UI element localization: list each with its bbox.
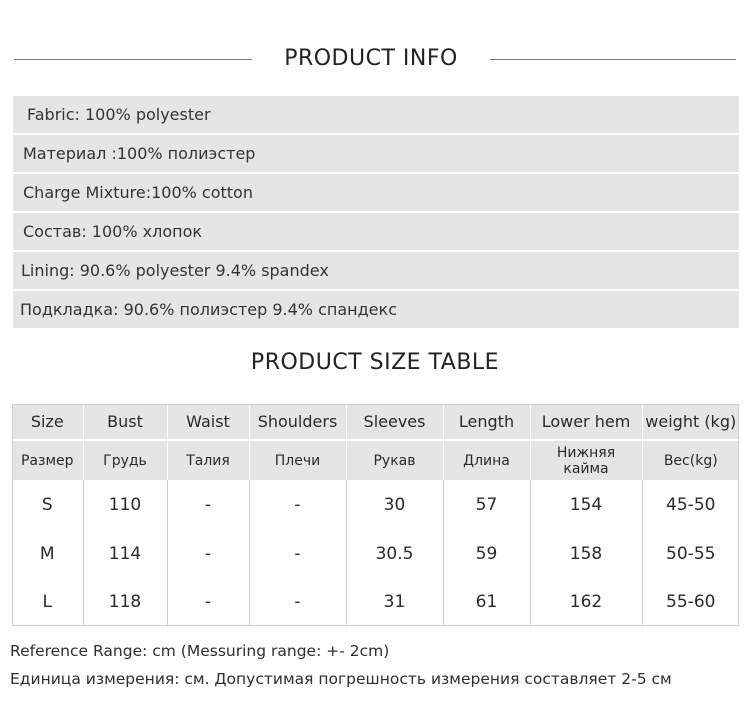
reference-range-note: Reference Range: cm (Messuring range: +- 2cm) <box>10 642 390 660</box>
lower-hem-cell: 162 <box>530 578 642 626</box>
header-lower-hem-ru-text: Нижняя кайма <box>556 444 616 477</box>
lower-hem-cell: 154 <box>530 480 642 530</box>
header-waist: Waist <box>167 404 249 440</box>
header-length: Length <box>443 404 530 440</box>
sleeves-cell: 31 <box>346 578 443 626</box>
product-info-list <box>13 96 739 330</box>
table-row <box>12 578 739 626</box>
sleeves-cell: 30 <box>346 480 443 530</box>
info-row-charge-mixture: Charge Mixture:100% cotton <box>13 174 739 211</box>
header-lower-hem: Lower hem <box>530 404 642 440</box>
info-row-composition: Состав: 100% хлопок <box>13 213 739 250</box>
size-table-header-en <box>12 404 739 440</box>
table-row <box>12 480 739 530</box>
header-length-ru: Длина <box>443 440 530 480</box>
reference-range-note-ru: Единица измерения: см. Допустимая погрешность измерения составляет 2-5 см <box>10 670 672 688</box>
length-cell: 61 <box>443 578 530 626</box>
size-table <box>12 404 739 626</box>
size-cell: S <box>41 495 53 515</box>
size-table-header-ru <box>12 440 739 480</box>
lower-hem-cell: 158 <box>530 530 642 578</box>
bust-cell: 118 <box>83 578 167 626</box>
header-size: Size <box>12 404 83 440</box>
header-waist-ru: Талия <box>167 440 249 480</box>
bust-cell: 114 <box>83 530 167 578</box>
heading-divider-left <box>14 59 252 60</box>
heading-divider-right <box>490 59 736 60</box>
info-row-lining: Lining: 90.6% polyester 9.4% spandex <box>13 252 739 289</box>
header-sleeves: Sleeves <box>346 404 443 440</box>
bust-cell: 110 <box>83 480 167 530</box>
weight-cell: 45-50 <box>642 480 739 530</box>
header-bust: Bust <box>83 404 167 440</box>
size-cell: M <box>39 544 55 564</box>
size-table-title: PRODUCT SIZE TABLE <box>250 350 500 375</box>
table-row <box>12 530 739 578</box>
waist-cell: - <box>167 530 249 578</box>
waist-cell: - <box>167 578 249 626</box>
info-row-fabric: Fabric: 100% polyester <box>13 96 739 133</box>
sleeves-cell: 30.5 <box>346 530 443 578</box>
shoulders-cell: - <box>249 480 346 530</box>
header-weight-ru: Вес(kg) <box>642 440 739 480</box>
product-info-title: PRODUCT INFO <box>284 46 458 71</box>
weight-cell: 50-55 <box>642 530 739 578</box>
length-cell: 59 <box>443 530 530 578</box>
header-bust-ru: Грудь <box>83 440 167 480</box>
info-row-material: Материал :100% полиэстер <box>13 135 739 172</box>
shoulders-cell: - <box>249 530 346 578</box>
size-table-heading <box>0 348 750 380</box>
header-shoulders-ru: Плечи <box>249 440 346 480</box>
header-sleeves-ru: Рукав <box>346 440 443 480</box>
weight-cell: 55-60 <box>642 578 739 626</box>
header-weight: weight (kg) <box>642 404 739 440</box>
product-info-heading <box>0 44 750 76</box>
waist-cell: - <box>167 480 249 530</box>
info-row-lining-ru: Подкладка: 90.6% полиэстер 9.4% спандекс <box>13 291 739 328</box>
length-cell: 57 <box>443 480 530 530</box>
header-lower-hem-ru <box>530 440 642 480</box>
header-shoulders: Shoulders <box>249 404 346 440</box>
shoulders-cell: - <box>249 578 346 626</box>
header-size-ru: Размер <box>12 440 83 480</box>
size-cell: L <box>42 592 52 612</box>
